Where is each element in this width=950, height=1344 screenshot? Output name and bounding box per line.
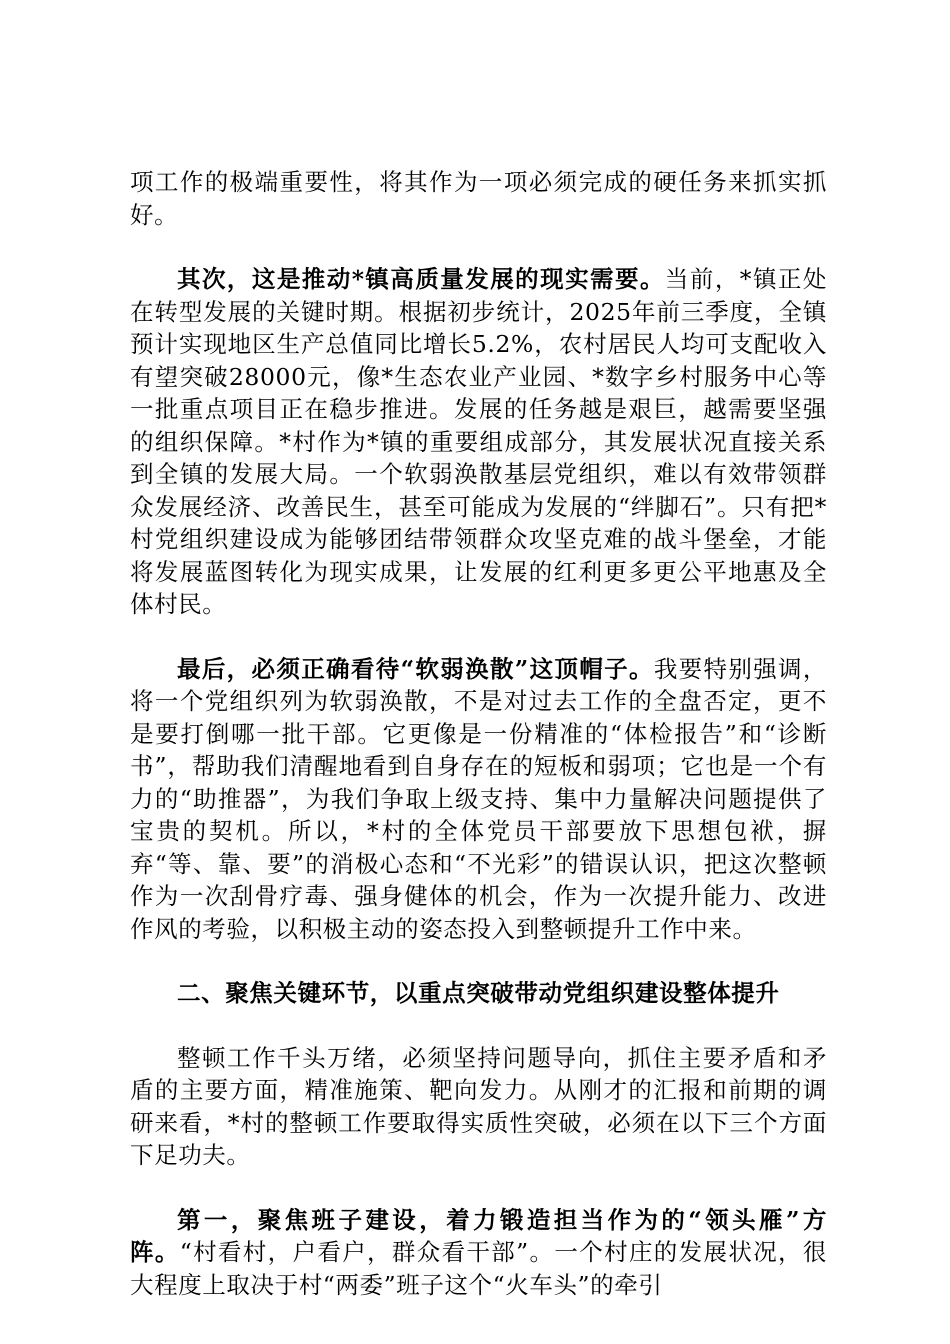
paragraph-second-point (130, 263, 827, 621)
paragraph-section-intro (130, 1042, 827, 1172)
paragraph-text: 项工作的极端重要性，将其作为一项必须完成的硬任务来抓实抓好。 (130, 168, 827, 229)
paragraph-text: 当前，*镇正处在转型发展的关键时期。根据初步统计，2025年前三季度，全镇预计实现地区生产总值同比增长5.2%，农村居民人均可支配收入有望突破28000元，像*生态农业产业园、*数字乡村服务中心等一批重点项目正在稳步推进。发展的任务越是艰巨，越需要坚强的组织保障。*村作为*镇的重要组成部分，其发展状况直接关系到全镇的发展大局。一个软弱涣散基层党组织，难以有效带领群众发展经济、改善民生，甚至可能成为发展的“绊脚石”。只有把*村党组织建设成为能够团结带领群众攻坚克难的战斗堡垒，才能将发展蓝图转化为现实成果，让发展的红利更多更公平地惠及全体村民。 (130, 265, 827, 618)
paragraph-first-focus (130, 1204, 827, 1302)
paragraph-lead: 第一，聚焦班子建设，着力锻造担当作为的“领头雁”方阵。 (130, 1205, 827, 1266)
paragraph-third-point (130, 653, 827, 946)
section-heading (130, 977, 827, 1010)
paragraph-text: “村看村，户看户，群众看干部”。一个村庄的发展状况，很大程度上取决于村“两委”班子这个“火车头”的牵引 (130, 1238, 828, 1299)
document-page (130, 166, 827, 1301)
paragraph-continuation (130, 166, 827, 231)
paragraph-text: 我要特别强调，将一个党组织列为软弱涣散，不是对过去工作的全盘否定，更不是要打倒哪一批干部。它更像是一份精准的“体检报告”和“诊断书”，帮助我们清醒地看到自身存在的短板和弱项；它也是一个有力的“助推器”，为我们争取上级支持、集中力量解决问题提供了宝贵的契机。所以，*村的全体党员干部要放下思想包袱，摒弃“等、靠、要”的消极心态和“不光彩”的错误认识，把这次整顿作为一次刮骨疗毒、强身健体的机会，作为一次提升能力、改进作风的考验，以积极主动的姿态投入到整顿提升工作中来。 (130, 654, 827, 943)
paragraph-lead: 最后，必须正确看待“软弱涣散”这顶帽子。 (177, 654, 654, 683)
section-heading-text: 二、聚焦关键环节，以重点突破带动党组织建设整体提升 (177, 979, 780, 1007)
paragraph-lead: 其次，这是推动*镇高质量发展的现实需要。 (177, 265, 665, 293)
paragraph-text: 整顿工作千头万绪，必须坚持问题导向，抓住主要矛盾和矛盾的主要方面，精准施策、靶向发力。从刚才的汇报和前期的调研来看，*村的整顿工作要取得实质性突破，必须在以下三个方面下足功夫。 (130, 1043, 827, 1169)
